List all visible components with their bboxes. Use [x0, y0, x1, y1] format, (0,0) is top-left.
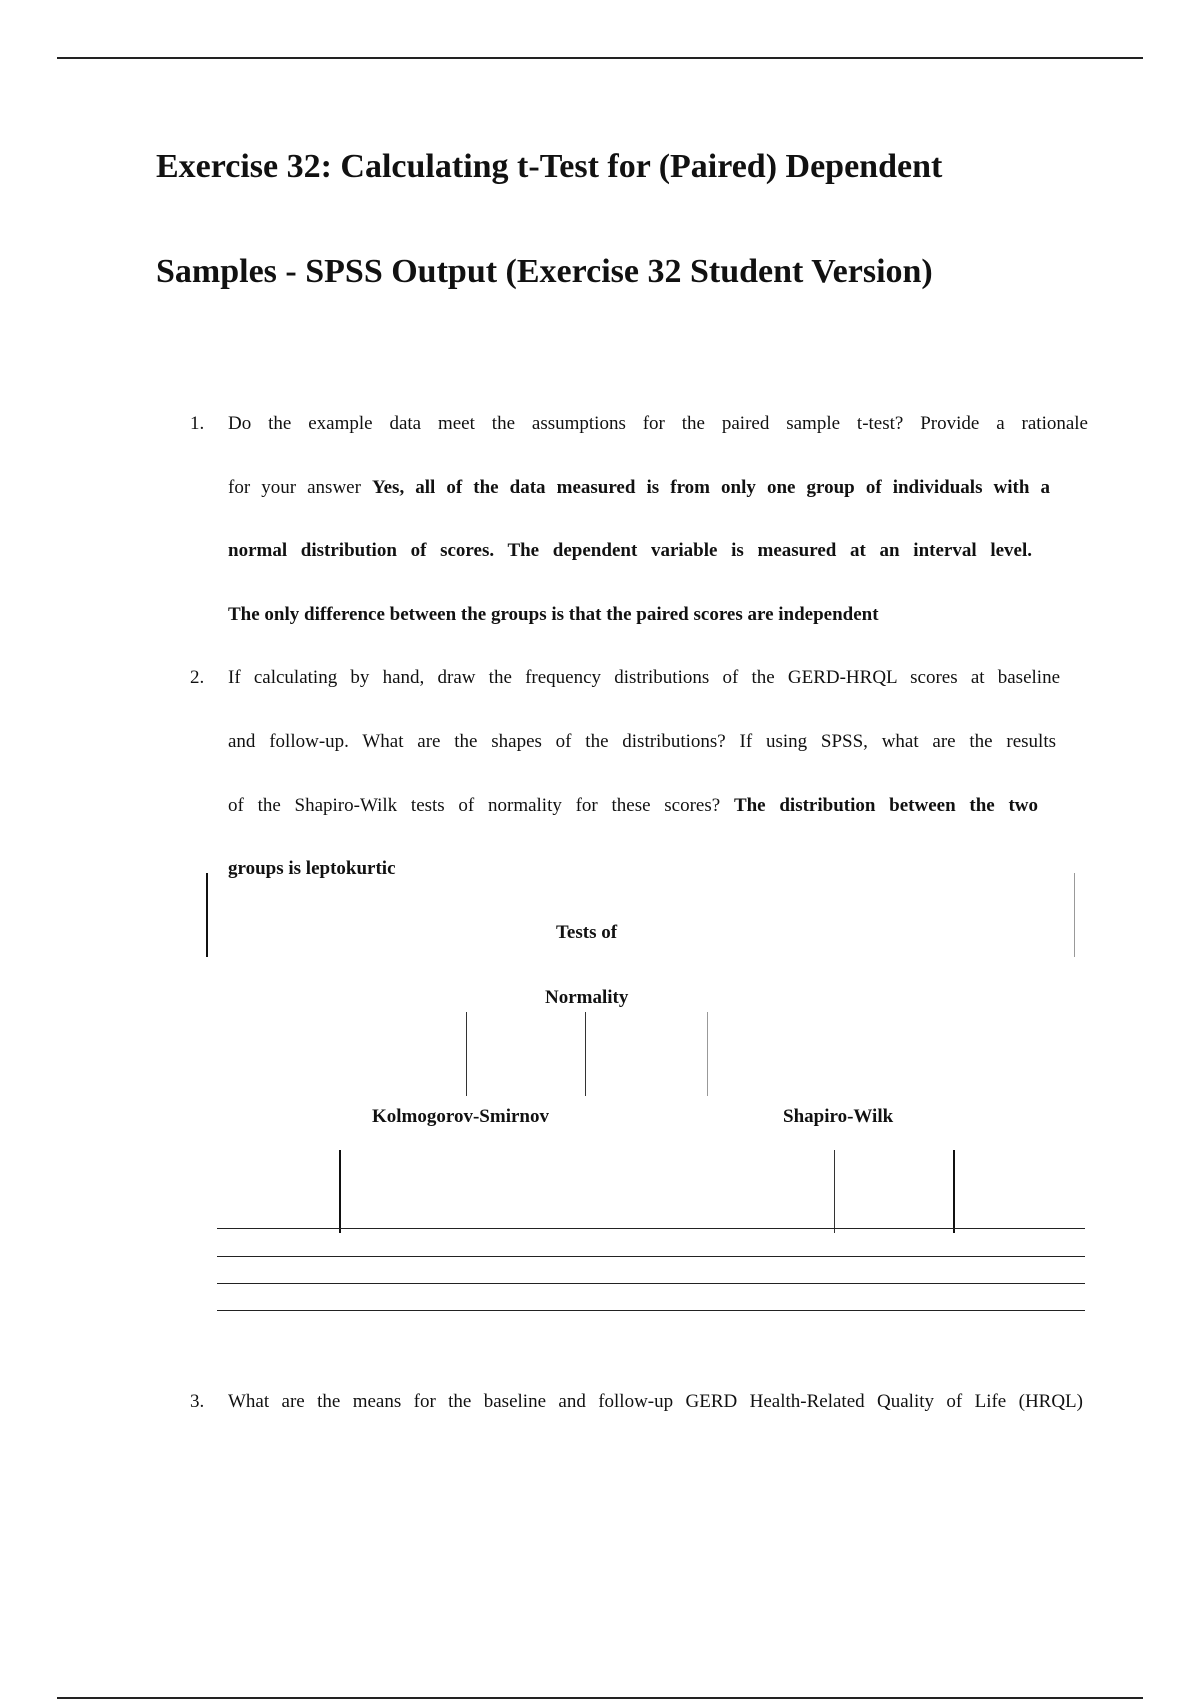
question-1-number: 1.: [190, 413, 205, 434]
table-border-left: [206, 873, 208, 957]
table-divider: [834, 1150, 835, 1233]
question-1-answer-line-4: The only difference between the groups is that the paired scores are independent: [228, 604, 879, 625]
question-2-answer-line-4: groups is leptokurtic: [228, 858, 396, 879]
table-border-right: [1074, 873, 1075, 957]
table-divider: [339, 1150, 341, 1233]
question-3-number: 3.: [190, 1391, 205, 1412]
question-2-text-prefix: of the Shapiro-Wilk tests of normality for these scores?: [228, 795, 734, 816]
question-2-line-1: If calculating by hand, draw the frequency distributions of the GERD-HRQL scores at baseline: [228, 667, 1060, 688]
table-row-rule: [217, 1310, 1085, 1311]
table-divider: [707, 1012, 708, 1096]
question-1-text-prefix: for your answer: [228, 477, 372, 498]
question-1-line-2: [228, 478, 1050, 497]
question-2-answer-start: The distribution between the two: [733, 795, 1038, 816]
question-2-line-3: [228, 796, 1038, 815]
question-2-line-2: and follow-up. What are the shapes of the distributions? If using SPSS, what are the results: [228, 731, 1056, 752]
table-row-rule: [217, 1228, 1085, 1229]
table-divider: [585, 1012, 586, 1096]
table-divider: [953, 1150, 955, 1233]
table-row-rule: [217, 1283, 1085, 1284]
table-row-rule: [217, 1256, 1085, 1257]
document-title-line-1: Exercise 32: Calculating t-Test for (Paired) Dependent: [156, 148, 943, 185]
table-header-shapiro-wilk: Shapiro-Wilk: [783, 1106, 894, 1127]
question-1-answer-start: Yes, all of the data measured is from only one group of individuals with a: [372, 477, 1051, 498]
question-1-answer-line-3: normal distribution of scores. The dependent variable is measured at an interval level.: [228, 540, 1032, 561]
bottom-rule: [57, 1697, 1143, 1699]
table-caption-line-1: Tests of: [556, 922, 618, 943]
table-divider: [466, 1012, 467, 1096]
question-1-line-1: Do the example data meet the assumptions for the paired sample t-test? Provide a rationale: [228, 413, 1088, 434]
question-3-line-1: What are the means for the baseline and follow-up GERD Health-Related Quality of Life (HRQL): [228, 1391, 1083, 1412]
table-header-kolmogorov-smirnov: Kolmogorov-Smirnov: [372, 1106, 549, 1127]
question-2-number: 2.: [190, 667, 205, 688]
document-title-line-2: Samples - SPSS Output (Exercise 32 Student Version): [156, 253, 933, 290]
table-caption-line-2: Normality: [545, 987, 629, 1008]
top-rule: [57, 57, 1143, 59]
